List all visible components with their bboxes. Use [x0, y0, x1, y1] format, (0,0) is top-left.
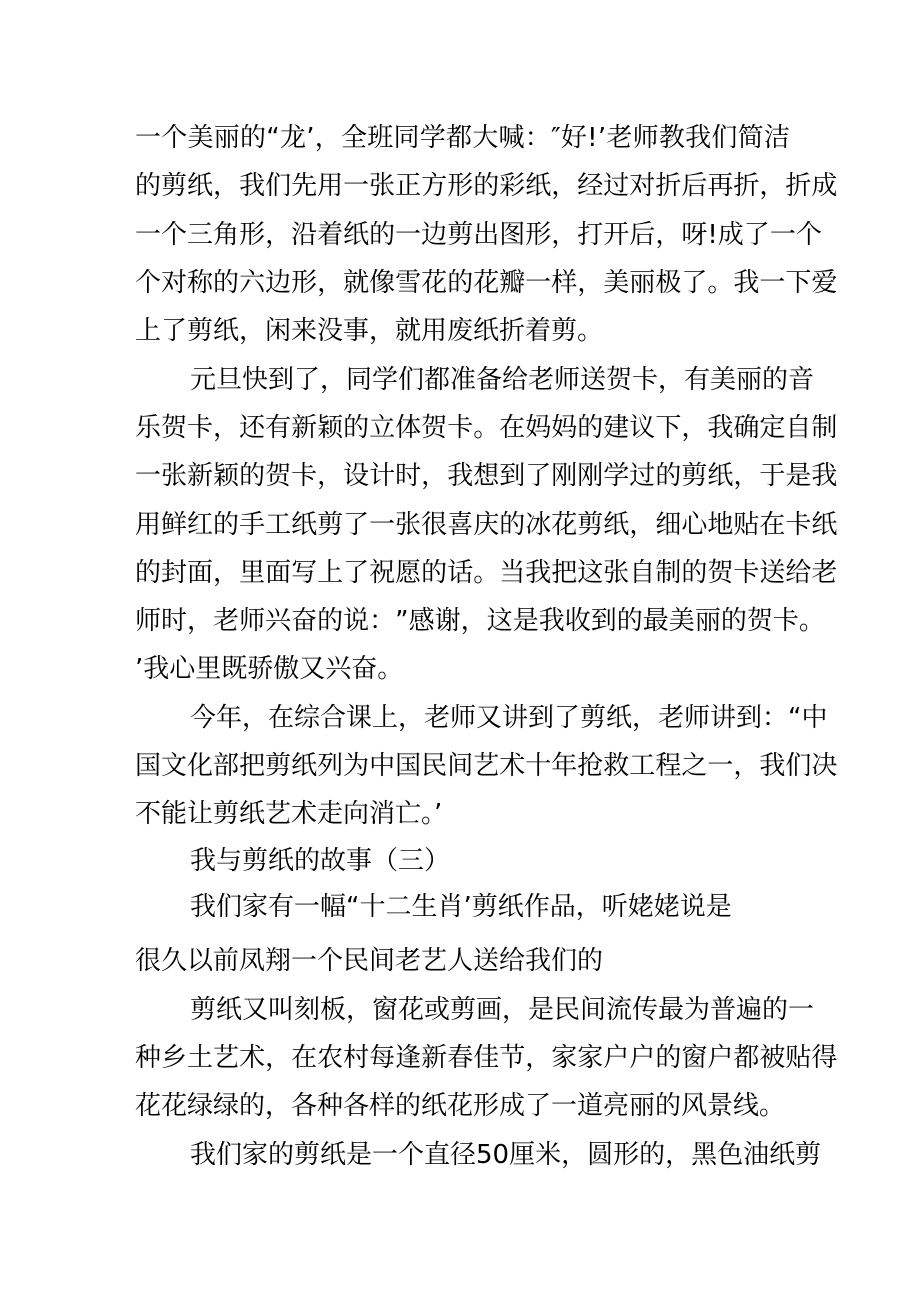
text-line: 乐 贺 卡 ， 还 有 新 颖 的 立 体 贺 卡 。 在 妈 妈 的 建 议 下 ， 我 确 定 自 制	[135, 413, 838, 443]
text-line: 用 鲜 红 的 手 工 纸 剪 了 一 张 很 喜 庆 的 冰 花 剪 纸 ， 细 心 地 贴 在 卡 纸	[135, 510, 838, 540]
text-line: 的 封 面 ， 里 面 写 上 了 祝 愿 的 话 。 当 我 把 这 张 自 制 的 贺 卡 送 给 老	[135, 558, 838, 588]
text-line: 不能让剪纸艺术走向消亡。’	[135, 799, 443, 829]
text-line: 我们家的剪纸是一个直径50厘米，圆形的，黑色油纸剪	[190, 1140, 822, 1170]
text-line: 元旦快到了，同学们都准备给老师送贺卡，有美丽的音	[190, 365, 815, 395]
section-heading: 我与剪纸的故事（三）	[190, 846, 451, 876]
text-line: 上了剪纸，闲来没事，就用废纸折着剪。	[135, 316, 604, 346]
text-line: 的 剪 纸 ， 我 们 先 用 一 张 正 方 形 的 彩 纸 ， 经 过 对 折 后 再 折 ， 折 成	[135, 171, 838, 201]
text-line: 剪纸又叫刻板，窗花或剪画，是民间流传最为普遍的一	[190, 995, 815, 1025]
text-line: 很久以前凤翔一个民间老艺人送给我们的	[135, 946, 604, 976]
text-line: 一 张 新 颖 的 贺 卡 ， 设 计 时 ， 我 想 到 了 刚 刚 学 过 的 剪 纸 ， 于 是 我	[135, 461, 838, 491]
text-line: 今年，在综合课上，老师又讲到了剪纸，老师讲到：“中	[190, 703, 828, 733]
text-line: 师 时 ， 老 师 兴 奋 的 说 ： ” 感 谢 ， 这 是 我 收 到 的 最 美 丽 的 贺 卡 。	[135, 606, 825, 636]
text-line: 一 个 三 角 形 ， 沿 着 纸 的 一 边 剪 出 图 形 ， 打 开 后 ， 呀 ! 成 了 一 个	[135, 220, 822, 250]
text-line: ’我心里既骄傲又兴奋。	[135, 654, 404, 684]
text-line: 我们家有一幅“十二生肖’剪纸作品，听姥姥说是	[190, 892, 732, 922]
text-line: 国 文 化 部 把 剪 纸 列 为 中 国 民 间 艺 术 十 年 抢 救 工 程 之 一 ， 我 们 决	[135, 751, 838, 781]
text-line: 种 乡 土 艺 术 ， 在 农 村 每 逢 新 春 佳 节 ， 家 家 户 户 的 窗 户 都 被 贴 得	[135, 1043, 838, 1073]
text-line: 花花绿绿的，各种各样的纸花形成了一道亮丽的风景线。	[135, 1091, 786, 1121]
text-line: 个 对 称 的 六 边 形 ， 就 像 雪 花 的 花 瓣 一 样 ， 美 丽 极 了 。 我 一 下 爱	[135, 268, 838, 298]
text-line: 一 个 美 丽 的 “ 龙 ’ ， 全 班 同 学 都 大 喊 ： ″ 好 ! ’ 老 师 教 我 们 简 洁	[135, 123, 790, 153]
